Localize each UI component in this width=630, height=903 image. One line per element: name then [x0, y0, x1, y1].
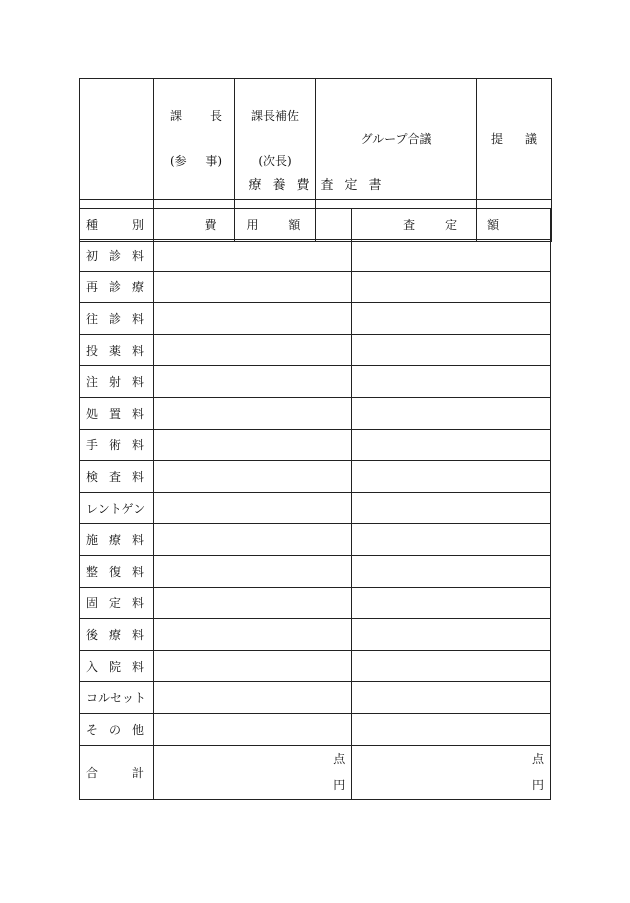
item-type-char: 料: [131, 564, 144, 579]
item-type-char: 療: [131, 280, 144, 295]
item-assess-cell[interactable]: [352, 366, 551, 398]
item-assess-cell[interactable]: [352, 303, 551, 335]
item-type-cell: [80, 619, 154, 651]
table-row: [80, 303, 551, 335]
total-label: [86, 764, 144, 781]
header-cost-char-2: 用: [246, 217, 259, 232]
item-type-label: [86, 278, 144, 295]
item-type-char: 施: [86, 533, 99, 548]
item-type-label: [86, 342, 144, 359]
item-type-label: [86, 594, 144, 611]
item-cost-cell[interactable]: [153, 429, 352, 461]
item-type-char: 診: [108, 311, 121, 326]
kachou-char-1: 課: [170, 109, 183, 123]
item-type-cell: [80, 429, 154, 461]
item-type-char: 査: [108, 469, 121, 484]
unit-yen-label: 円: [333, 778, 346, 792]
item-type-char: 手: [86, 438, 99, 453]
table-row: [80, 240, 551, 272]
item-type-label: [86, 626, 144, 643]
sanji-char-2: 事): [205, 154, 222, 168]
kachou-char-2: 長: [209, 109, 222, 123]
item-assess-cell[interactable]: [352, 524, 551, 556]
item-assess-cell[interactable]: [352, 334, 551, 366]
item-type-char: 固: [86, 596, 99, 611]
table-row: [80, 619, 551, 651]
item-cost-cell[interactable]: [153, 619, 352, 651]
table-row: [80, 587, 551, 619]
header-cost-char-1: 費: [204, 217, 217, 232]
table-row: [80, 429, 551, 461]
total-label-cell: [80, 745, 154, 799]
item-type-label: コルセット: [86, 691, 147, 706]
item-type-char: 院: [108, 659, 121, 674]
item-type-char: の: [108, 722, 121, 737]
table-row: [80, 271, 551, 303]
item-assess-cell[interactable]: [352, 587, 551, 619]
item-type-char: 料: [131, 469, 144, 484]
unit-points-label: 点: [333, 752, 346, 766]
item-type-label: [86, 658, 144, 675]
item-cost-cell[interactable]: [153, 650, 352, 682]
header-cost: [153, 209, 352, 240]
item-type-char: 診: [108, 248, 121, 263]
item-type-cell: [80, 682, 154, 714]
item-cost-cell[interactable]: [153, 555, 352, 587]
item-type-char: 療: [108, 533, 121, 548]
item-type-label: [86, 721, 144, 738]
item-cost-cell[interactable]: [153, 492, 352, 524]
item-type-cell: [80, 461, 154, 493]
item-assess-cell[interactable]: [352, 619, 551, 651]
teigi-char-1: 提: [491, 131, 504, 146]
teigi-char-2: 議: [524, 131, 537, 146]
item-assess-cell[interactable]: [352, 713, 551, 745]
item-type-char: 料: [131, 248, 144, 263]
item-assess-cell[interactable]: [352, 461, 551, 493]
item-assess-cell[interactable]: [352, 492, 551, 524]
item-type-char: 投: [86, 343, 99, 358]
item-cost-cell[interactable]: [153, 240, 352, 272]
item-type-char: 整: [86, 564, 99, 579]
item-type-cell: [80, 713, 154, 745]
group-label: グループ合議: [360, 131, 432, 146]
table-row: [80, 650, 551, 682]
item-type-label: [86, 247, 144, 264]
item-type-char: 料: [131, 659, 144, 674]
item-type-char: 薬: [108, 343, 121, 358]
item-cost-cell[interactable]: [153, 334, 352, 366]
item-type-char: 料: [131, 311, 144, 326]
total-label-char: 計: [131, 765, 144, 780]
item-type-cell: [80, 492, 154, 524]
item-assess-cell[interactable]: [352, 397, 551, 429]
table-row: [80, 334, 551, 366]
table-row: [80, 555, 551, 587]
item-type-char: 術: [108, 438, 121, 453]
item-type-label: [86, 436, 144, 453]
item-assess-cell[interactable]: [352, 429, 551, 461]
item-type-label: [86, 373, 144, 390]
header-type-char-2: 別: [131, 217, 144, 232]
item-type-char: 料: [131, 406, 144, 421]
item-type-label: レントゲン: [86, 501, 146, 516]
item-cost-cell[interactable]: [153, 461, 352, 493]
unit-yen-label: 円: [531, 778, 544, 792]
item-cost-cell[interactable]: [153, 271, 352, 303]
item-type-char: 定: [108, 596, 121, 611]
item-cost-cell[interactable]: [153, 366, 352, 398]
item-type-char: そ: [86, 722, 99, 737]
item-type-char: 初: [86, 248, 99, 263]
assessment-header-row: [80, 209, 551, 240]
item-type-label: [86, 405, 144, 422]
item-type-char: 他: [131, 722, 144, 737]
table-row: [80, 682, 551, 714]
table-row: [80, 492, 551, 524]
kachou-hosa-label: 課長補佐: [250, 109, 299, 123]
sanji-char-1: (参: [170, 154, 187, 168]
header-assess: [352, 209, 551, 240]
total-row: [80, 745, 551, 799]
item-type-char: 再: [86, 280, 99, 295]
item-type-cell: [80, 555, 154, 587]
item-cost-cell[interactable]: [153, 524, 352, 556]
item-type-char: 診: [108, 280, 121, 295]
item-type-char: 料: [131, 533, 144, 548]
item-type-label: [86, 468, 144, 485]
header-cost-char-3: 額: [288, 217, 301, 232]
item-type-char: 料: [131, 375, 144, 390]
table-row: [80, 524, 551, 556]
item-type-char: 復: [108, 564, 121, 579]
item-type-char: 検: [86, 469, 99, 484]
item-assess-cell[interactable]: [352, 271, 551, 303]
item-type-cell: [80, 587, 154, 619]
total-cost-cell[interactable]: [153, 745, 352, 799]
table-row: [80, 366, 551, 398]
unit-points-label: 点: [531, 752, 544, 766]
item-type-char: 入: [86, 659, 99, 674]
item-assess-cell[interactable]: [352, 682, 551, 714]
table-row: [80, 713, 551, 745]
item-type-char: 注: [86, 375, 99, 390]
item-type-char: 療: [108, 627, 121, 642]
item-type-cell: [80, 366, 154, 398]
table-row: [80, 397, 551, 429]
table-row: [80, 461, 551, 493]
item-type-cell: [80, 271, 154, 303]
item-type-char: 射: [108, 375, 121, 390]
item-type-label: [86, 310, 144, 327]
header-assess-char-2: 定: [445, 217, 458, 232]
item-assess-cell[interactable]: [352, 240, 551, 272]
header-assess-char-3: 額: [487, 217, 500, 232]
item-type-char: 料: [131, 438, 144, 453]
item-type-cell: [80, 303, 154, 335]
header-type-char-1: 種: [86, 217, 99, 232]
item-type-char: 置: [108, 406, 121, 421]
document-title: 療養費査定書: [248, 178, 393, 193]
item-type-char: 往: [86, 311, 99, 326]
item-type-label: [86, 531, 144, 548]
item-type-char: 料: [131, 627, 144, 642]
item-type-cell: [80, 334, 154, 366]
item-type-cell: [80, 240, 154, 272]
total-label-char: 合: [86, 765, 99, 780]
item-type-char: 料: [131, 596, 144, 611]
item-type-label: [86, 563, 144, 580]
header-type: [80, 209, 154, 240]
item-type-cell: [80, 397, 154, 429]
item-assess-cell[interactable]: [352, 650, 551, 682]
item-cost-cell[interactable]: [153, 587, 352, 619]
item-cost-cell[interactable]: [153, 397, 352, 429]
item-type-char: 料: [131, 343, 144, 358]
item-type-char: 後: [86, 627, 99, 642]
item-type-cell: [80, 524, 154, 556]
item-assess-cell[interactable]: [352, 555, 551, 587]
total-assess-cell[interactable]: [352, 745, 551, 799]
assessment-table: [79, 208, 551, 800]
header-assess-char-1: 査: [403, 217, 416, 232]
item-cost-cell[interactable]: [153, 713, 352, 745]
jichou-label: (次長): [258, 154, 292, 168]
item-type-cell: [80, 650, 154, 682]
item-cost-cell[interactable]: [153, 682, 352, 714]
item-type-char: 処: [86, 406, 99, 421]
item-cost-cell[interactable]: [153, 303, 352, 335]
